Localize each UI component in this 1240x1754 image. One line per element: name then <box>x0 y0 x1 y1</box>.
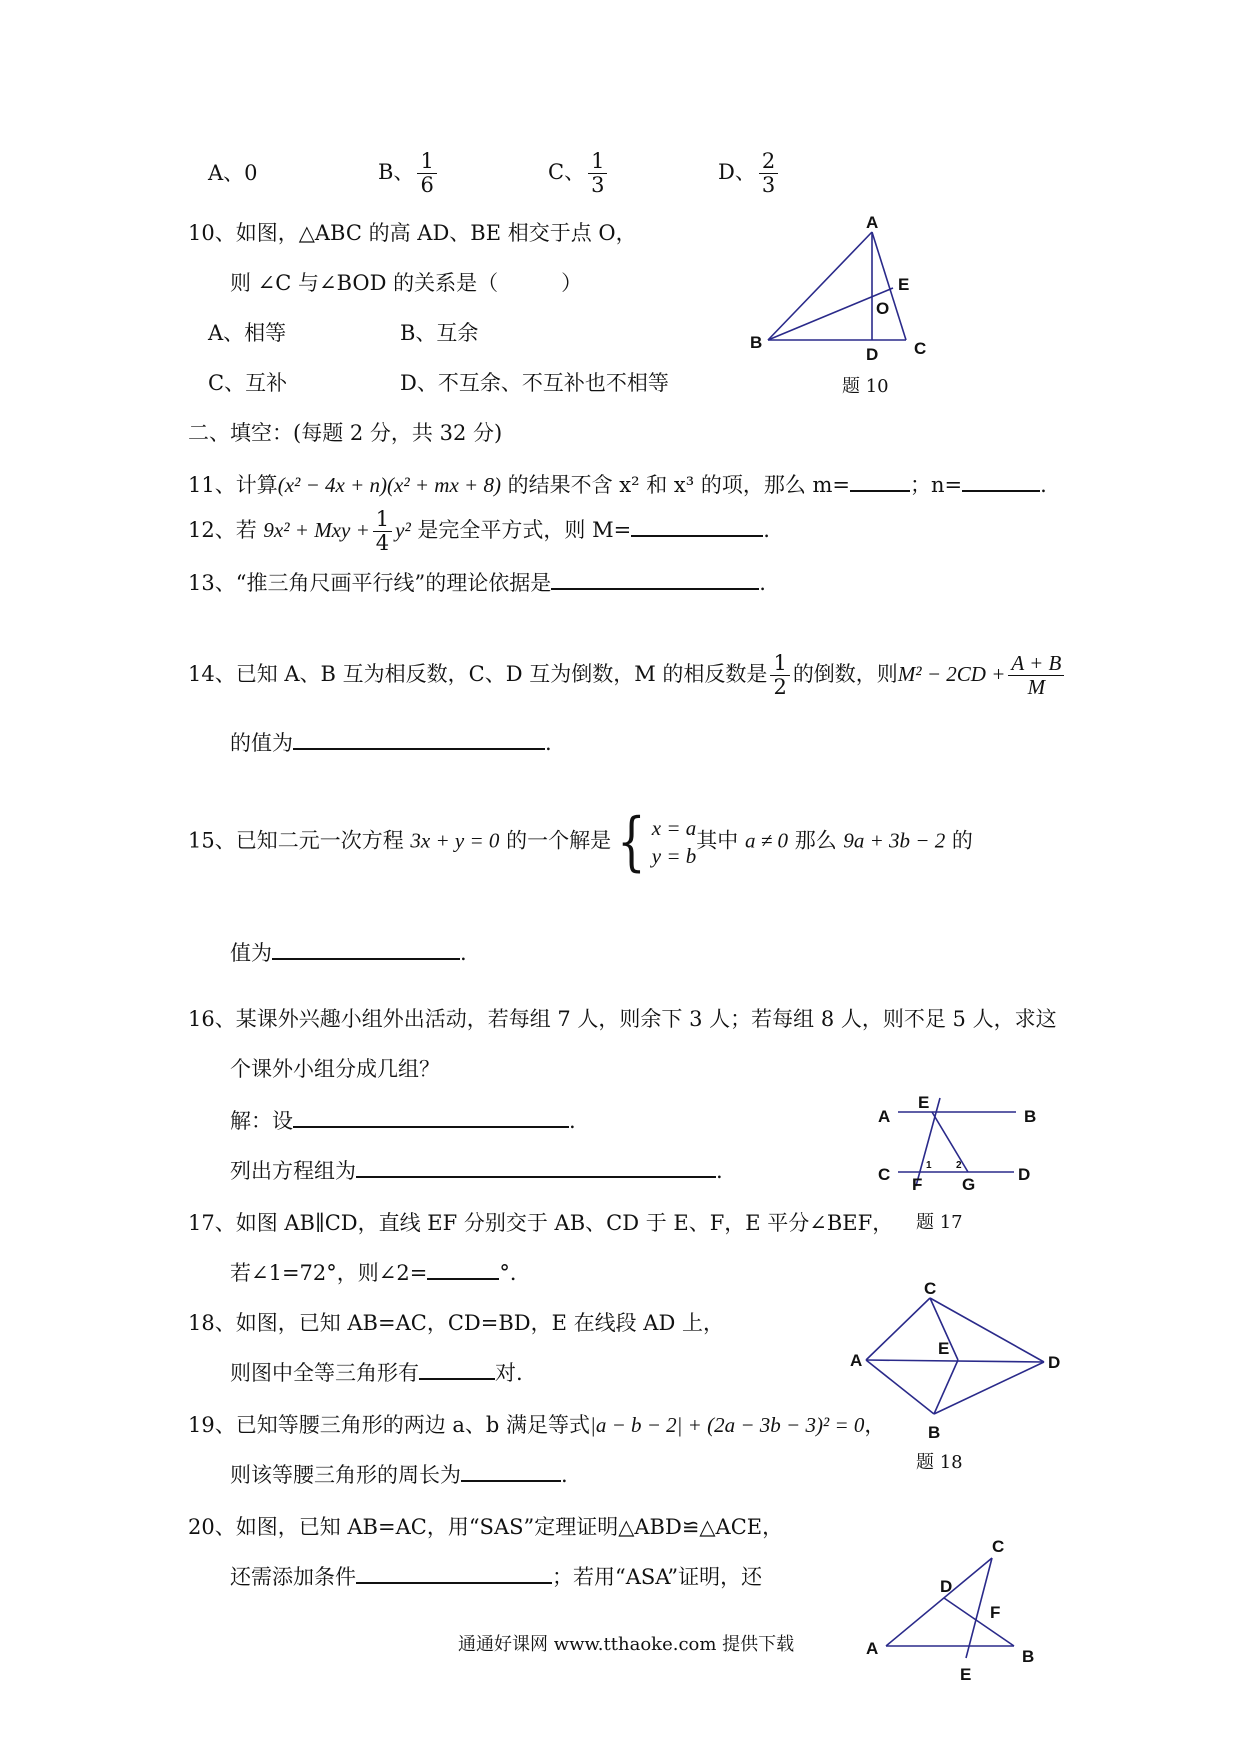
q9-option-b: B、 $\frac{1}{6}$ <box>378 150 440 210</box>
q19-line-2: 则该等腰三角形的周长为 . <box>230 1460 568 1490</box>
q10-label-a: A <box>866 213 879 232</box>
q16-line-3: 解：设 . <box>230 1106 576 1136</box>
q17-label-e: E <box>918 1093 930 1112</box>
q20-label-b: B <box>1022 1647 1035 1666</box>
q18-label-c: C <box>924 1279 937 1298</box>
q20-label-d: D <box>940 1577 953 1596</box>
q17-label-g: G <box>962 1175 976 1194</box>
q13: 13、“推三角尺画平行线”的理论依据是 . <box>188 568 766 598</box>
q9-option-a: A、0 <box>208 161 258 185</box>
q20-line-2: 还需添加条件 ；若用“ASA”证明，还 <box>230 1562 762 1592</box>
q18-label-d: D <box>1048 1353 1061 1372</box>
q15-answer-line: 值为 . <box>230 938 467 968</box>
q20-line-1: 20、如图，已知 AB=AC，用“SAS”定理证明△ABD≌△ACE， <box>188 1515 784 1539</box>
q9-c-fraction: $\frac{1}{3}$ <box>588 150 607 197</box>
q10-option-b: B、互余 <box>400 321 479 345</box>
q17-label-d: D <box>1018 1165 1031 1184</box>
q17-line-2: 若∠1=72°，则∠2= °． <box>230 1258 531 1288</box>
q14-answer-line: 的值为 . <box>230 728 552 758</box>
q17-line-1: 17、如图 AB∥CD，直线 EF 分别交于 AB、CD 于 E、F，E 平分∠BEF， <box>188 1211 894 1235</box>
page-footer: 通通好课网 www.tthaoke.com 提供下载 <box>458 1634 795 1655</box>
q10-sub: 则 ∠C 与∠BOD 的关系是（ ） <box>230 271 583 295</box>
q20-label-f: F <box>990 1603 1001 1622</box>
q9-b-fraction: $\frac{1}{6}$ <box>417 150 436 197</box>
q18-label-b: B <box>928 1423 941 1442</box>
q9-option-d: D、 $\frac{2}{3}$ <box>718 150 781 210</box>
q15: 15、已知二元一次方程 3x + y = 0 的一个解是 { x = a y = b 其中 a ≠ 0 那么 9a + 3b − 2 的 <box>188 805 973 879</box>
q20-label-a: A <box>866 1639 879 1658</box>
q18-caption: 题 18 <box>916 1452 963 1473</box>
q10-label-o: O <box>876 299 890 318</box>
q17-label-c: C <box>878 1165 891 1184</box>
q16-line-2: 个课外小组分成几组？ <box>230 1057 440 1081</box>
q11: 11、计算(x² − 4x + n)(x² + mx + 8) 的结果不含 x² 和 x³ 的项，那么 m= ；n= . <box>188 470 1047 500</box>
q14: 14、已知 A、B 互为相反数，C、D 互为倒数，M 的相反数是 $\frac{1}{2}$ 的倒数，则M² − 2CD + $\frac{A + B}{M}$ <box>188 652 1067 722</box>
q18-label-a: A <box>850 1351 863 1370</box>
q17-label-a: A <box>878 1107 891 1126</box>
q10-caption: 题 10 <box>842 376 889 397</box>
q20-label-c: C <box>992 1537 1005 1556</box>
q16-line-4: 列出方程组为 . <box>230 1156 723 1186</box>
q20-label-e: E <box>960 1665 972 1684</box>
q17-label-b: B <box>1024 1107 1037 1126</box>
q10-label-d: D <box>866 345 879 364</box>
q19-line-1: 19、已知等腰三角形的两边 a、b 满足等式|a − b − 2| + (2a − 3b − 3)² = 0， <box>188 1413 886 1437</box>
q10-option-d: D、不互余、不互补也不相等 <box>400 371 669 395</box>
q17-caption: 题 17 <box>916 1212 963 1233</box>
q9-option-c: C、 $\frac{1}{3}$ <box>548 150 610 210</box>
q10-stem: 10、如图，△ABC 的高 AD、BE 相交于点 O， <box>188 221 637 245</box>
q10-option-c: C、互补 <box>208 371 288 395</box>
q17-angle-2: 2 <box>956 1160 962 1171</box>
q17-angle-1: 1 <box>926 1160 932 1171</box>
q9-d-fraction: $\frac{2}{3}$ <box>759 150 778 197</box>
q10-option-a: A、相等 <box>208 321 287 345</box>
q12: 12、若 9x² + Mxy + $\frac{1}{4}$ y² 是完全平方式，则 M= . <box>188 507 770 556</box>
q16-line-1: 16、某课外兴趣小组外出活动，若每组 7 人，则余下 3 人；若每组 8 人，则不足 5 人，求这 <box>188 1007 1057 1031</box>
q18-line-1: 18、如图，已知 AB=AC，CD=BD，E 在线段 AD 上， <box>188 1311 724 1335</box>
q17-label-f: F <box>912 1175 923 1194</box>
q18-label-e: E <box>938 1339 950 1358</box>
q18-line-2: 则图中全等三角形有 对. <box>230 1358 523 1388</box>
section-2-heading: 二、填空：(每题 2 分，共 32 分) <box>188 421 503 445</box>
q10-label-c: C <box>914 339 927 358</box>
q10-label-e: E <box>898 275 910 294</box>
q10-label-b: B <box>750 333 763 352</box>
